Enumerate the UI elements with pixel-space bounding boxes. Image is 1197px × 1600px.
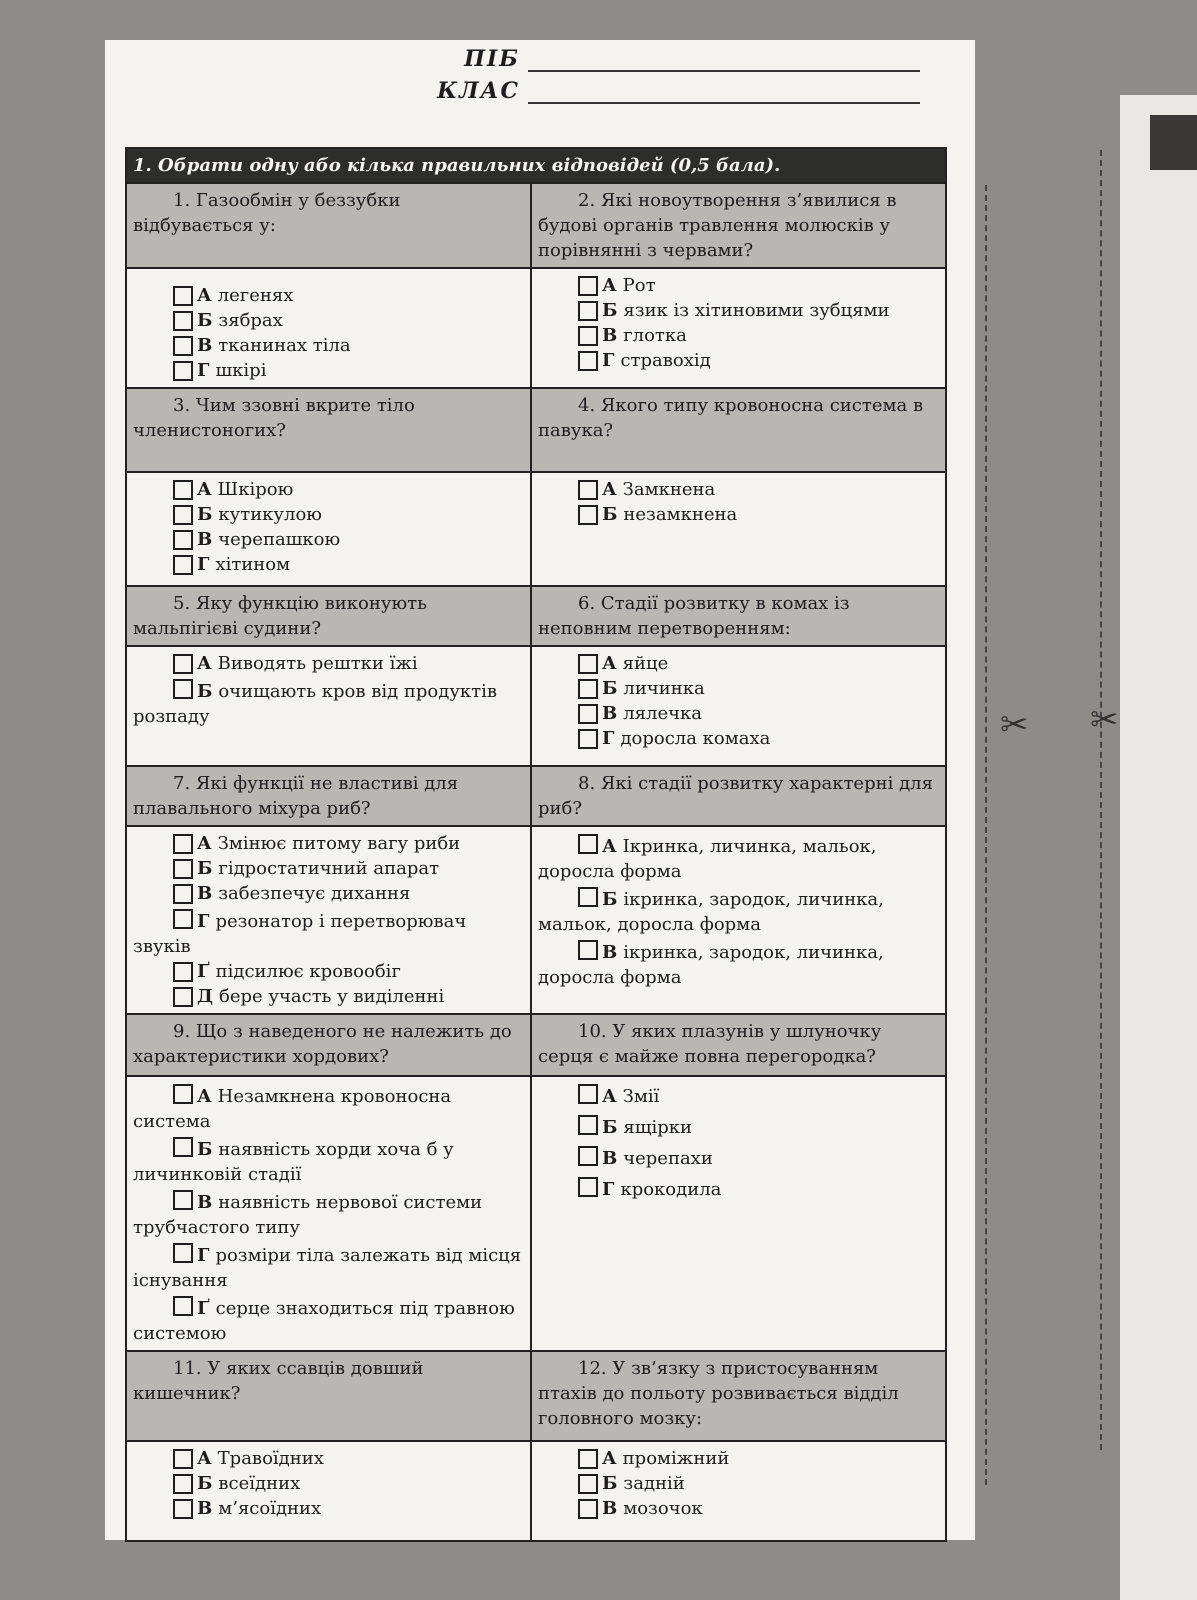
checkbox-icon[interactable] — [173, 987, 193, 1007]
checkbox-icon[interactable] — [578, 1115, 598, 1135]
option[interactable]: Б личинка — [538, 676, 939, 701]
question-10: 10. У яких плазунів у шлуночку серця є майже повна перегородка? — [531, 1014, 946, 1076]
checkbox-icon[interactable] — [173, 530, 193, 550]
answer-row — [126, 472, 946, 586]
option[interactable]: Б гідростатичний апарат — [133, 856, 524, 881]
option[interactable]: А проміжний — [538, 1446, 939, 1471]
option[interactable]: В ікринка, зародок, личинка, доросла форма — [538, 942, 884, 988]
option[interactable]: А Змінює питому вагу риби — [133, 831, 524, 856]
option[interactable]: В тканинах тіла — [133, 333, 524, 358]
option[interactable]: Г хітином — [133, 552, 524, 577]
option[interactable]: В черепахи — [538, 1143, 939, 1174]
option[interactable]: В мозочок — [538, 1496, 939, 1521]
question-row — [126, 388, 946, 472]
question-1: 1. Газообмін у беззубки відбувається у: — [126, 183, 531, 268]
checkbox-icon[interactable] — [578, 887, 598, 907]
checkbox-icon[interactable] — [578, 834, 598, 854]
option[interactable]: Б наявність хорди хоча б у личинковій стадії — [133, 1139, 454, 1185]
class-line[interactable] — [528, 80, 920, 104]
question-6: 6. Стадії розвитку в комах із неповним перетворенням: — [531, 586, 946, 646]
class-field[interactable] — [420, 72, 920, 104]
checkbox-icon[interactable] — [173, 505, 193, 525]
question-4: 4. Якого типу кровоносна система в павука? — [531, 388, 946, 472]
option[interactable]: Б язик із хітиновими зубцями — [538, 298, 939, 323]
answers-7 — [126, 826, 531, 1014]
checkbox-icon[interactable] — [173, 962, 193, 982]
scissors-icon: ✂ — [1000, 705, 1029, 745]
question-row — [126, 1014, 946, 1076]
answers-6 — [531, 646, 946, 766]
checkbox-icon[interactable] — [578, 351, 598, 371]
checkbox-icon[interactable] — [173, 1296, 193, 1316]
option[interactable]: В наявність нервової системи трубчастого типу — [133, 1192, 483, 1238]
option[interactable]: В забезпечує дихання — [133, 881, 524, 906]
checkbox-icon[interactable] — [173, 1137, 193, 1157]
checkbox-icon[interactable] — [173, 555, 193, 575]
answer-row — [126, 1441, 946, 1541]
checkbox-icon[interactable] — [173, 336, 193, 356]
cut-line-right — [1100, 150, 1102, 1450]
checkbox-icon[interactable] — [173, 909, 193, 929]
checkbox-icon[interactable] — [173, 480, 193, 500]
checkbox-icon[interactable] — [173, 884, 193, 904]
question-3: 3. Чим ззовні вкрите тіло членистоногих? — [126, 388, 531, 472]
option[interactable]: Б зябрах — [133, 308, 524, 333]
adjacent-page-dark-strip — [1150, 115, 1197, 170]
checkbox-icon[interactable] — [173, 361, 193, 381]
answers-8 — [531, 826, 946, 1014]
option[interactable]: Г резонатор і перетворювач звуків — [133, 911, 467, 957]
option[interactable]: Б всеїдних — [133, 1471, 524, 1496]
checkbox-icon[interactable] — [578, 1474, 598, 1494]
checkbox-icon[interactable] — [578, 301, 598, 321]
option[interactable]: В глотка — [538, 323, 939, 348]
answer-row — [126, 646, 946, 766]
checkbox-icon[interactable] — [578, 679, 598, 699]
answers-9 — [126, 1076, 531, 1351]
option[interactable]: В м’ясоїдних — [133, 1496, 524, 1521]
checkbox-icon[interactable] — [173, 1243, 193, 1263]
checkbox-icon[interactable] — [173, 311, 193, 331]
answers-3 — [126, 472, 531, 586]
checkbox-icon[interactable] — [578, 1146, 598, 1166]
question-row — [126, 1351, 946, 1441]
section-title-row — [126, 148, 946, 183]
option[interactable]: В лялечка — [538, 701, 939, 726]
checkbox-icon[interactable] — [578, 326, 598, 346]
option[interactable]: Г шкірі — [133, 358, 524, 383]
checkbox-icon[interactable] — [578, 1449, 598, 1469]
section-title: 1. Обрати одну або кілька правильних відповідей (0,5 бала). — [126, 148, 946, 183]
option[interactable]: А Незамкнена кровоносна система — [133, 1086, 452, 1132]
answer-row — [126, 268, 946, 388]
checkbox-icon[interactable] — [173, 679, 193, 699]
option[interactable]: Б очищають кров від продуктів розпаду — [133, 681, 498, 727]
option[interactable]: А Рот — [538, 273, 939, 298]
option[interactable]: Б незамкнена — [538, 502, 939, 527]
question-8: 8. Які стадії розвитку характерні для риб? — [531, 766, 946, 826]
option[interactable]: А Шкірою — [133, 477, 524, 502]
option[interactable]: В черепашкою — [133, 527, 524, 552]
scissors-icon: ✂ — [1090, 700, 1119, 740]
class-label: КЛАС — [437, 78, 520, 104]
question-row — [126, 586, 946, 646]
checkbox-icon[interactable] — [173, 859, 193, 879]
checkbox-icon[interactable] — [173, 1084, 193, 1104]
option[interactable]: А Травоїдних — [133, 1446, 524, 1471]
question-12: 12. У зв’язку з пристосуванням птахів до польоту розвивається відділ головного мозку: — [531, 1351, 946, 1441]
question-7: 7. Які функції не властиві для плавального міхура риб? — [126, 766, 531, 826]
checkbox-icon[interactable] — [578, 480, 598, 500]
checkbox-icon[interactable] — [173, 1190, 193, 1210]
option[interactable]: А легенях — [133, 283, 524, 308]
option[interactable]: А Замкнена — [538, 477, 939, 502]
answers-5 — [126, 646, 531, 766]
answers-12 — [531, 1441, 946, 1541]
question-9: 9. Що з наведеного не належить до характеристики хордових? — [126, 1014, 531, 1076]
answers-2 — [531, 268, 946, 388]
question-row — [126, 183, 946, 268]
checkbox-icon[interactable] — [173, 1474, 193, 1494]
option[interactable]: Ґ серце знаходиться під травною системою — [133, 1298, 515, 1344]
checkbox-icon[interactable] — [578, 276, 598, 296]
checkbox-icon[interactable] — [173, 654, 193, 674]
adjacent-page — [1120, 95, 1197, 1600]
checkbox-icon[interactable] — [578, 940, 598, 960]
answer-row — [126, 1076, 946, 1351]
option[interactable]: Д бере участь у виділенні — [133, 984, 524, 1009]
option[interactable]: Б задній — [538, 1471, 939, 1496]
name-field[interactable] — [420, 40, 920, 72]
option[interactable]: Г крокодила — [538, 1174, 939, 1205]
answers-10 — [531, 1076, 946, 1351]
question-11: 11. У яких ссавців довший кишечник? — [126, 1351, 531, 1441]
checkbox-icon[interactable] — [173, 1499, 193, 1519]
checkbox-icon[interactable] — [578, 505, 598, 525]
option[interactable]: А Ікринка, личинка, мальок, доросла форма — [538, 836, 877, 882]
option[interactable]: Б ящірки — [538, 1112, 939, 1143]
option[interactable]: Г стравохід — [538, 348, 939, 373]
option[interactable]: А Змії — [538, 1081, 939, 1112]
question-2: 2. Які новоутворення з’явилися в будові органів травлення молюсків у порівнянні з червами? — [531, 183, 946, 268]
option[interactable]: Б кутикулою — [133, 502, 524, 527]
option[interactable]: Ґ підсилює кровообіг — [133, 959, 524, 984]
question-5: 5. Яку функцію виконують мальпігієві судини? — [126, 586, 531, 646]
option[interactable]: А Виводять рештки їжі — [133, 651, 524, 676]
option[interactable]: А яйце — [538, 651, 939, 676]
checkbox-icon[interactable] — [173, 834, 193, 854]
cut-line-left — [985, 185, 987, 1485]
student-info-fields — [420, 40, 920, 104]
option[interactable]: Б ікринка, зародок, личинка, мальок, доросла форма — [538, 889, 884, 935]
checkbox-icon[interactable] — [578, 1084, 598, 1104]
answers-4 — [531, 472, 946, 586]
quiz-table — [125, 147, 947, 1542]
checkbox-icon[interactable] — [173, 286, 193, 306]
checkbox-icon[interactable] — [578, 654, 598, 674]
name-line[interactable] — [528, 48, 920, 72]
name-label: ПІБ — [464, 46, 520, 72]
option[interactable]: Г доросла комаха — [538, 726, 939, 751]
option[interactable]: Г розміри тіла залежать від місця існування — [133, 1245, 522, 1291]
answer-row — [126, 826, 946, 1014]
checkbox-icon[interactable] — [173, 1449, 193, 1469]
checkbox-icon[interactable] — [578, 1499, 598, 1519]
question-row — [126, 766, 946, 826]
answers-11 — [126, 1441, 531, 1541]
checkbox-icon[interactable] — [578, 729, 598, 749]
checkbox-icon[interactable] — [578, 704, 598, 724]
checkbox-icon[interactable] — [578, 1177, 598, 1197]
answers-1 — [126, 268, 531, 388]
